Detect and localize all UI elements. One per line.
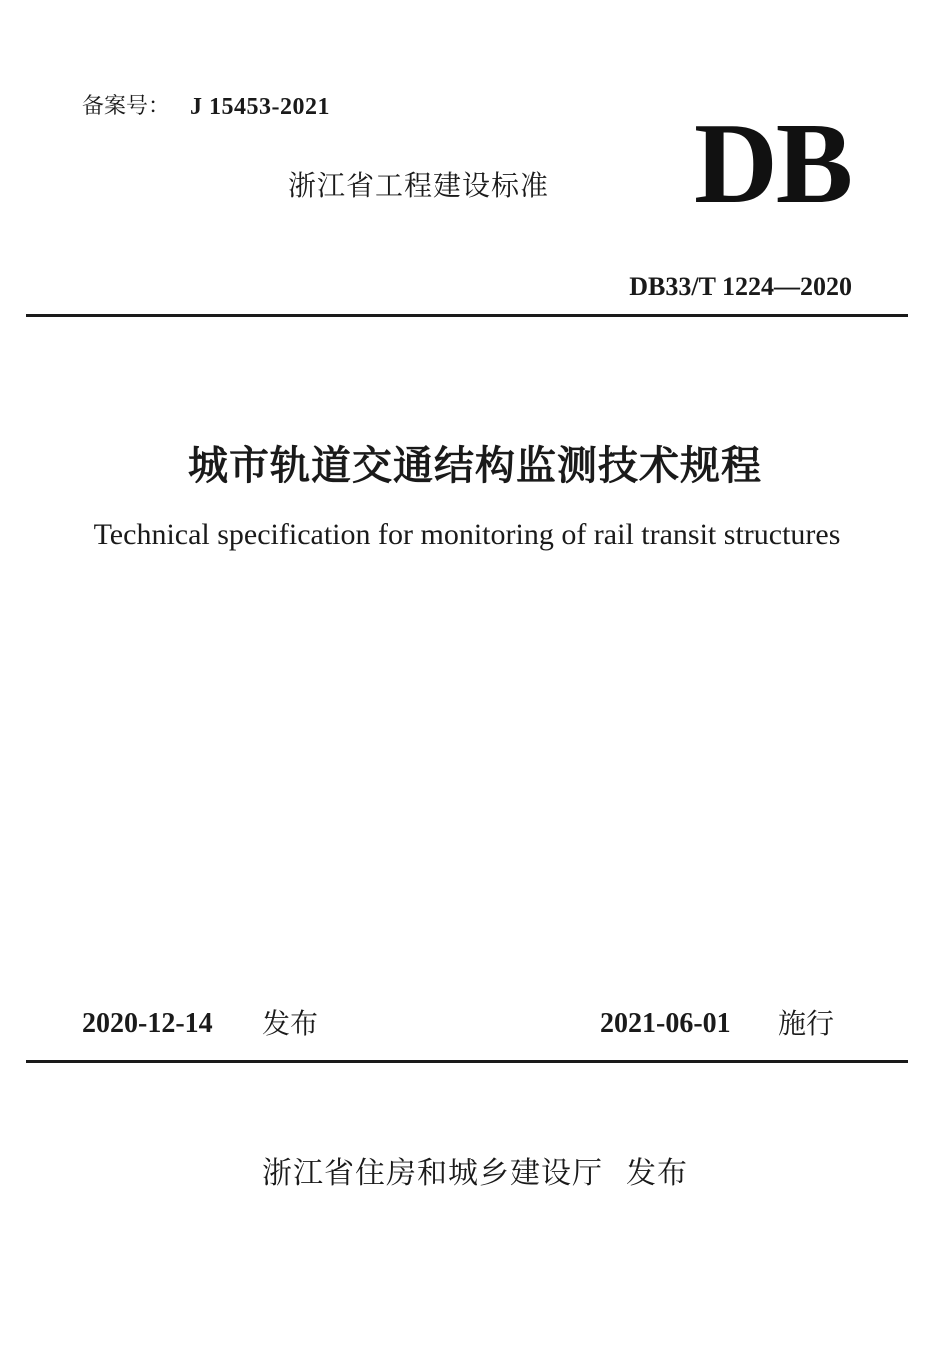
document-title: 城市轨道交通结构监测技术规程	[188, 443, 762, 489]
top-divider	[26, 314, 908, 317]
record-label: 备案号：	[82, 94, 171, 119]
standard-number: DB33/T 1224—2020	[629, 272, 852, 301]
publisher-name: 浙江省住房和城乡建设厅	[262, 1156, 603, 1191]
db-logo: DB	[694, 100, 852, 228]
standard-class-label: 浙江省工程建设标准	[288, 169, 550, 202]
implementation-label: 施行	[778, 1007, 835, 1040]
record-number: J 15453-2021	[190, 94, 330, 120]
bottom-divider	[26, 1060, 908, 1063]
publisher-action: 发布	[626, 1156, 688, 1191]
issue-label: 发布	[262, 1007, 319, 1040]
implementation-date: 2021-06-01	[600, 1008, 731, 1039]
document-title-english: Technical specification for monitoring of rail transit structures	[93, 518, 841, 551]
issue-date: 2020-12-14	[82, 1008, 213, 1039]
